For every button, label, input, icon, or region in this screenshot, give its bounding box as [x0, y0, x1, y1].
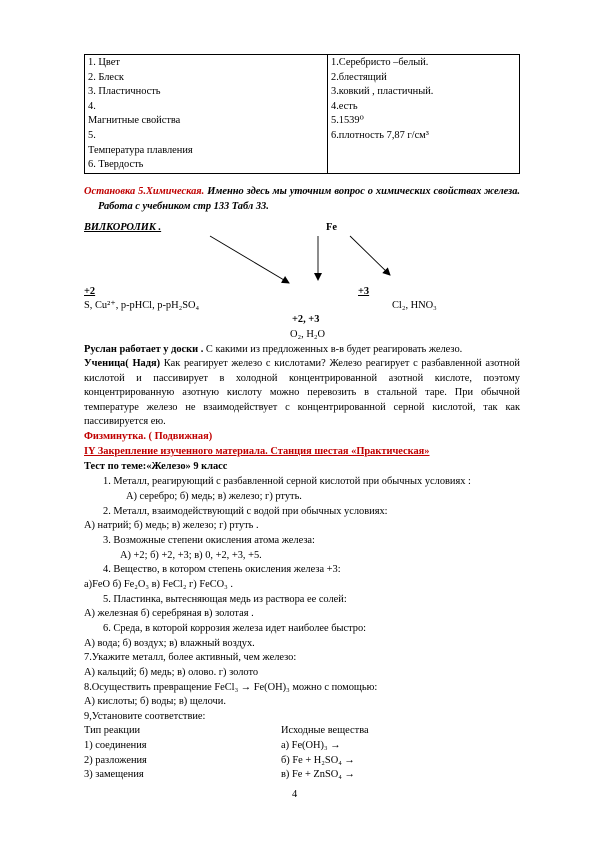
answers-2: А) натрий; б) медь; в) железо; г) ртуть .	[84, 520, 259, 531]
arrow-left	[210, 236, 289, 283]
property-value: 1.Серебристо –белый.	[331, 57, 429, 68]
station5-task: Работа с учебником стр 133 Табл 33.	[98, 201, 269, 212]
property-value: 4.есть	[331, 100, 358, 112]
nadya-bold: Ученица( Надя)	[84, 358, 161, 369]
nadya-text: Как реагирует железо с кислотами? Железо реагирует с разбавленной азотной кислотой и пассивирует в холодной концентрированной азотной кислоте, поэтому концентрированную азотную кислоту можно перевозить в стальной таре. При обычной температуре железо не взаимодействует с концентрированной серной кислотой, так как пассивируется ею.	[84, 358, 520, 428]
oxidation-plus3: +3	[358, 286, 370, 297]
property-name: 5.	[88, 129, 96, 141]
reagents-left: S, Cu²⁺, р-pHCl, р-pH₂SO₄	[84, 300, 200, 311]
property-name: 1. Цвет	[88, 57, 120, 68]
question-1: 1. Металл, реагирующий с разбавленной серной кислотой при обычных условиях :	[103, 476, 471, 487]
property-name: 4.	[88, 100, 96, 112]
question-6: 6. Среда, в которой коррозия железа идет наиболее быстро:	[103, 623, 367, 634]
arrow-right	[350, 236, 390, 275]
test-title: Тест по теме:«Железо» 9 класс	[84, 461, 228, 472]
property-name: 2. Блеск	[88, 71, 124, 83]
property-name: 3. Пластичность	[88, 86, 161, 98]
fizminutka-heading: Физминутка. ( Подвижная)	[84, 431, 213, 442]
q9-substance-c: в) Fe + ZnSO₄ →	[281, 769, 355, 780]
q9-column-type: Тип реакции	[84, 725, 141, 736]
property-value: 2.блестящий	[331, 71, 387, 83]
property-name: Температура плавления	[88, 144, 193, 156]
stage4-heading: IY Закрепление изученного материала. Станция шестая «Практическая»	[84, 446, 430, 457]
q9-type-1: 1) соединения	[84, 740, 147, 751]
answers-5: А) железная б) серебряная в) золотая .	[84, 608, 254, 619]
property-value: 5.1539⁰	[331, 115, 364, 127]
fe-center-label: Fe	[326, 222, 337, 233]
question-4: 4. Вещество, в котором степень окисления железа +3:	[103, 564, 341, 575]
property-name: Магнитные свойства	[88, 115, 181, 127]
answers-4: а)FeO б) Fe₂O₃ в) FeCl₂ г) FeCO₃ .	[84, 579, 234, 590]
question-2: 2. Металл, взаимодействующий с водой при обычных условиях:	[103, 506, 388, 517]
q9-type-3: 3) замещения	[84, 769, 144, 780]
q9-type-2: 2) разложения	[84, 755, 147, 766]
answers-1: А) серебро; б) медь; в) железо; г) ртуть.	[126, 491, 302, 502]
question-7: 7.Укажите металл, более активный, чем железо:	[84, 652, 297, 663]
answers-8: А) кислоты; б) воды; в) щелочи.	[84, 696, 226, 707]
oxidation-mixed: +2, +3	[292, 314, 320, 325]
question-5: 5. Пластинка, вытесняющая медь из раствора ее солей:	[103, 594, 347, 605]
ruslan-bold: Руслан работает у доски .	[84, 344, 204, 355]
reagents-right: Cl₂, HNO₃	[392, 300, 437, 311]
property-value: 3.ковкий , пластичный.	[331, 86, 434, 98]
q9-substance-b: б) Fe + H₂SO₄ →	[281, 755, 355, 766]
answers-6: А) вода; б) воздух; в) влажный воздух.	[84, 638, 255, 649]
ruslan-text: С какими из предложенных в-в будет реагировать железо.	[203, 344, 463, 355]
answers-7: А) кальций; б) медь; в) олово. г) золото	[84, 667, 259, 678]
station5-label: Остановка 5.Химическая.	[84, 186, 205, 197]
property-name: 6. Твердость	[88, 159, 144, 171]
vilkorolik-label: ВИЛКОРОЛИК .	[84, 222, 162, 233]
station5-text: Именно здесь мы уточним вопрос о химических свойствах железа.	[204, 186, 520, 197]
nadya-paragraph	[84, 357, 520, 430]
page-number: 4	[292, 789, 298, 800]
question-3: 3. Возможные степени окисления атома железа:	[103, 535, 315, 546]
oxidation-plus2: +2	[84, 286, 96, 297]
question-8: 8.Осуществить превращение FeCl₃ → Fe(OH)₃ можно с помощью:	[84, 682, 378, 693]
q9-substance-a: а) Fe(OH)₃ →	[281, 740, 341, 751]
ruslan-line	[84, 343, 462, 356]
question-9: 9,Установите соответствие:	[84, 711, 206, 722]
reagents-mid: O₂, H₂O	[290, 329, 325, 340]
property-value: 6.плотность 7,87 г/см³	[331, 129, 429, 141]
answers-3: А) +2; б) +2, +3; в) 0, +2, +3, +5.	[120, 550, 262, 561]
q9-column-substances: Исходные вещества	[281, 725, 369, 736]
